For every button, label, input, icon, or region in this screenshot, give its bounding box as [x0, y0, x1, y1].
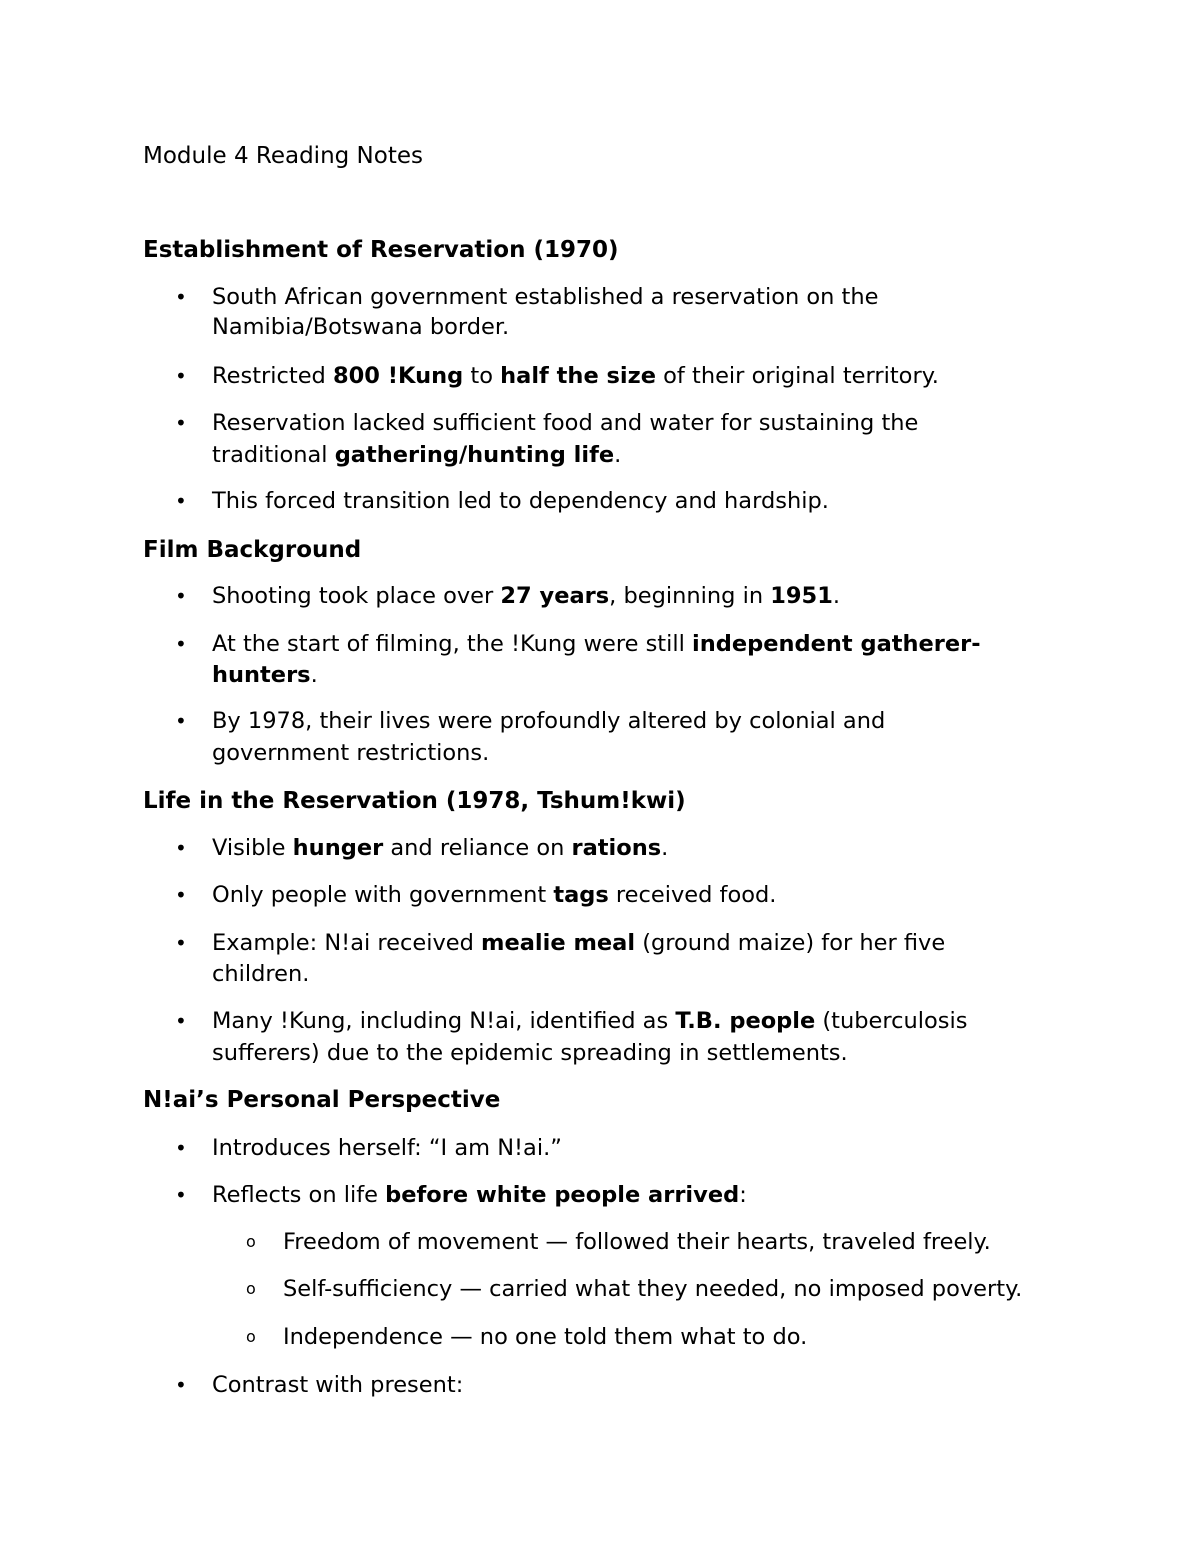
bullet-marker: • [175, 364, 187, 388]
list-item-line: At the start of filming, the !Kung were still independent gatherer- [212, 631, 981, 657]
sub-list-item-line: Independence — no one told them what to do. [283, 1324, 808, 1350]
emphasis-text: 800 !Kung [332, 363, 464, 389]
emphasis-text: tags [553, 882, 609, 908]
list-item-line: Introduces herself: “I am N!ai.” [212, 1135, 562, 1161]
list-item-line: Reservation lacked sufficient food and water for sustaining the [212, 410, 919, 436]
sub-list-item-line: Freedom of movement — followed their hearts, traveled freely. [283, 1229, 991, 1255]
list-item-line: traditional gathering/hunting life. [212, 442, 622, 468]
list-item-line: By 1978, their lives were profoundly altered by colonial and [212, 708, 886, 734]
emphasis-text: gathering/hunting life [334, 442, 615, 468]
emphasis-text: hunger [292, 835, 384, 861]
list-item-line: sufferers) due to the epidemic spreading in settlements. [212, 1040, 848, 1066]
emphasis-text: independent gatherer- [692, 631, 981, 657]
list-item-line: government restrictions. [212, 740, 490, 766]
bullet-marker: • [175, 584, 187, 608]
list-item-line: children. [212, 961, 310, 987]
bullet-marker: • [175, 1136, 187, 1160]
emphasis-text: half the size [500, 363, 657, 389]
document-title: Module 4 Reading Notes [143, 143, 423, 169]
bullet-marker: • [175, 1183, 187, 1207]
bullet-marker: • [175, 836, 187, 860]
bullet-marker: • [175, 1009, 187, 1033]
emphasis-text: before white people arrived [385, 1182, 740, 1208]
sub-bullet-marker: o [246, 1232, 256, 1251]
emphasis-text: 27 years [500, 583, 610, 609]
list-item-line: This forced transition led to dependency and hardship. [212, 488, 829, 514]
emphasis-text: 1951 [770, 583, 833, 609]
bullet-marker: • [175, 285, 187, 309]
sub-list-item-line: Self-sufficiency — carried what they needed, no imposed poverty. [283, 1276, 1023, 1302]
list-item-line: Shooting took place over 27 years, beginning in 1951. [212, 583, 841, 609]
emphasis-text: rations [571, 835, 662, 861]
bullet-marker: • [175, 709, 187, 733]
bullet-marker: • [175, 1373, 187, 1397]
bullet-marker: • [175, 489, 187, 513]
emphasis-text: mealie meal [481, 930, 636, 956]
list-item-line: Restricted 800 !Kung to half the size of their original territory. [212, 363, 939, 389]
bullet-marker: • [175, 632, 187, 656]
list-item-line: Reflects on life before white people arrived: [212, 1182, 747, 1208]
list-item-line: Many !Kung, including N!ai, identified as T.B. people (tuberculosis [212, 1008, 968, 1034]
list-item-line: South African government established a reservation on the [212, 284, 879, 310]
list-item-line: Only people with government tags received food. [212, 882, 777, 908]
emphasis-text: T.B. people [675, 1008, 816, 1034]
section-heading: N!ai’s Personal Perspective [143, 1087, 501, 1113]
list-item-line: Visible hunger and reliance on rations. [212, 835, 669, 861]
list-item-line: hunters. [212, 662, 318, 688]
bullet-marker: • [175, 411, 187, 435]
section-heading: Establishment of Reservation (1970) [143, 237, 619, 263]
list-item-line: Example: N!ai received mealie meal (ground maize) for her five [212, 930, 946, 956]
bullet-marker: • [175, 931, 187, 955]
bullet-marker: • [175, 883, 187, 907]
emphasis-text: hunters [212, 662, 311, 688]
section-heading: Life in the Reservation (1978, Tshum!kwi) [143, 788, 686, 814]
section-heading: Film Background [143, 537, 362, 563]
sub-bullet-marker: o [246, 1327, 256, 1346]
list-item-line: Contrast with present: [212, 1372, 464, 1398]
sub-bullet-marker: o [246, 1279, 256, 1298]
list-item-line: Namibia/Botswana border. [212, 314, 510, 340]
